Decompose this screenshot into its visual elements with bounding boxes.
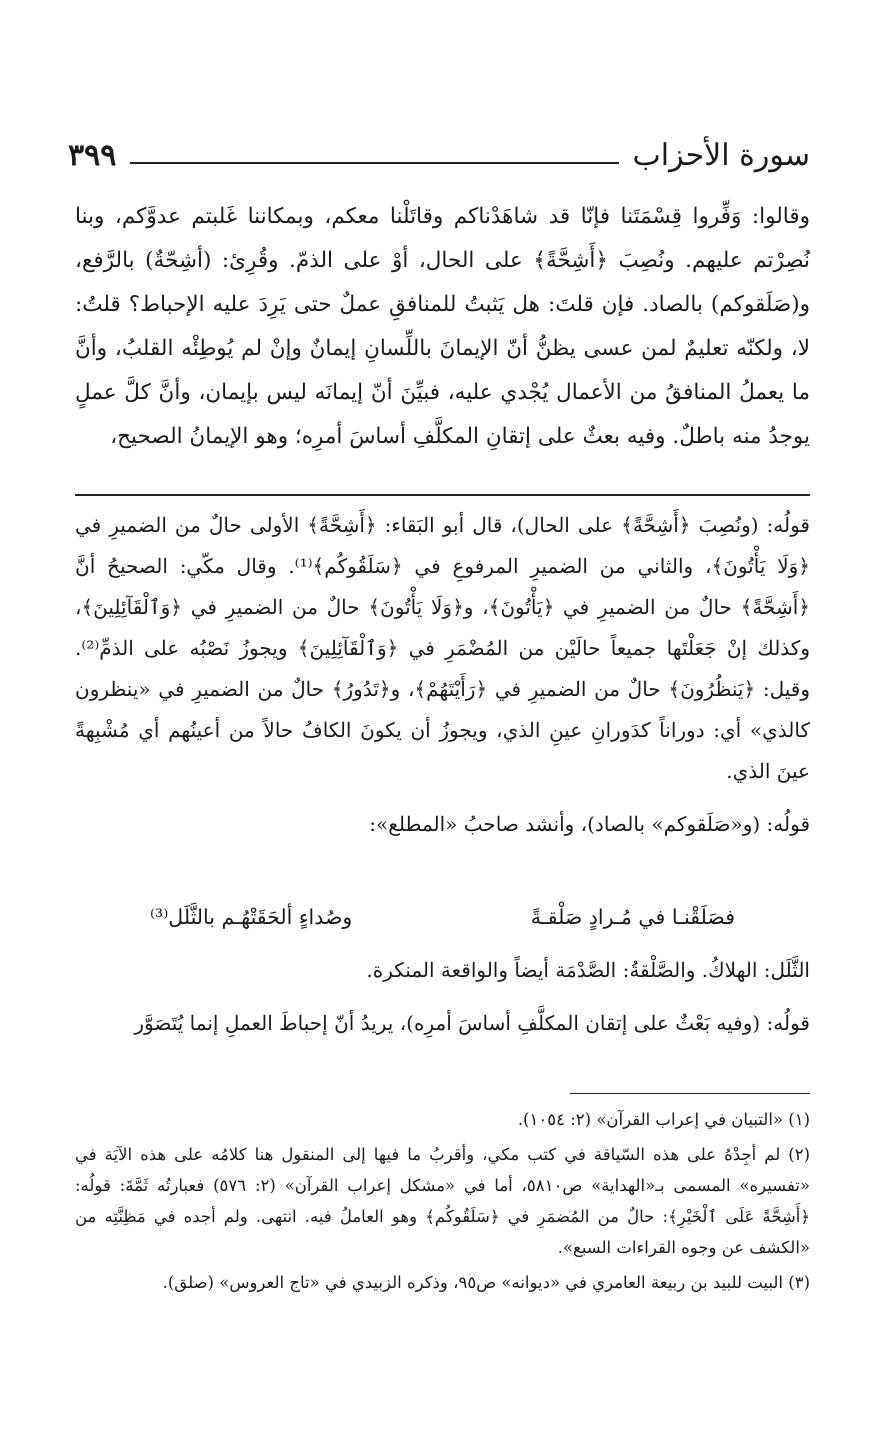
main-text — [75, 195, 810, 459]
commentary-section — [75, 505, 810, 845]
header-rule — [130, 162, 618, 164]
footnote-1: (١) «التبيان في إعراب القرآن» (٢: ١٠٥٤). — [517, 1110, 810, 1129]
footnote-rule — [570, 1093, 810, 1094]
footnote-2: (٢) لم أجِدْهُ على هذه السّياقة في كتب مكي، وأقربُ ما فيها إلى المنقول هنا كلامُه على هذه الآيَة في «تفسيره» المسمى بـ«الهداية» ص٥٨١٠، أما في «مشكل إعراب القرآن» (٢: ٥٧٦) فعبارتُه ثَمَّةَ: قولُه: ﴿أَشِحَّةً عَلَى ٱلْخَيْرِ﴾: حالٌ من المُضمَرِ في ﴿سَلَقُوكُم﴾ وهو العاملُ فيه. انتهى. ولم أجده في مَظِنَّتِه من «الكشف عن وجوه القراءات السبع». — [75, 1145, 810, 1257]
verse-first-hemistich: فصَلَقْنـا في مُـرادٍ صَلْقـةً — [530, 905, 735, 929]
text-commentary-divider — [75, 494, 810, 496]
main-paragraph: وقالوا: وَفِّروا قِسْمَتَنا فإنّا قد شاهَدْناكم وقاتَلْنا معكم، وبمكاننا غَلبتم عدوَّكم، وبنا نُصِرْتم عليهم. ونُصِبَ ﴿أَشِحَّةً﴾ على الحال، أوْ على الذمّ. وقُرِئ: (أشِحّةٌ) بالرَّفع، و(صَلَقوكم) بالصاد. فإن قلتَ: هل يَثبتُ للمنافقِ عملٌ حتى يَرِدَ عليه الإحباط؟ قلتُ: لا، ولكنّه تعليمٌ لمن عسى يظنُّ أنّ الإيمانَ باللِّسانِ إيمانٌ وإنْ لم يُوطِئْه القلبُ، وأنَّ ما يعملُ المنافقُ من الأعمال يُجْدي عليه، فبيِّنَ أنّ إيمانَه ليس بإيمان، وأنَّ كلَّ عملٍ يوجدُ منه باطلٌ. وفيه بعثٌ على إتقانِ المكلَّفِ أساسَ أمرِه؛ وهو الإيمانُ الصحيح، — [75, 204, 810, 449]
commentary-paragraph: قولُه: (و«صَلَقوكم» بالصاد)، وأنشد صاحبُ «المطلع»: — [369, 812, 810, 836]
commentary-paragraph: الثَّلَل: الهلاكُ. والصَّلْقةُ: الصَّدْمَة أيضاً والواقعة المنكرة. — [366, 958, 810, 982]
page-number: ٣٩٩ — [68, 138, 117, 173]
commentary-paragraph: قولُه: (ونُصِبَ ﴿أَشِحَّةً﴾ على الحال)، قال أبو البَقاء: ﴿أَشِحَّةً﴾ الأولى حالٌ من الضميرِ في ﴿وَلَا يَأْتُونَ﴾، والثاني من الضميرِ المرفوعِ في ﴿سَلَقُوكُم﴾⁽¹⁾. وقال مكّي: الصحيحُ أنَّ ﴿أَشِحَّةً﴾ حالٌ من الضميرِ في ﴿يَأْتُونَ﴾، و﴿وَلَا يَأْتُونَ﴾ حالٌ من الضميرِ في ﴿وَٱلْقَآئِلِينَ﴾، وكذلك إنْ جَعَلْتَها جميعاً حالَيْن من المُضْمَرِ في ﴿وَٱلْقَآئِلِينَ﴾ ويجوزُ نَصْبُه على الذمِّ⁽²⁾. وقيل: ﴿يَنظُرُونَ﴾ حالٌ من الضميرِ في ﴿رَأَيْتَهُمْ﴾، و﴿تَدُورُ﴾ حالٌ من الضميرِ في «ينظرون كالذي» أي: دوراناً كدَورانِ عينِ الذي، ويجوزُ أن يكونَ الكافُ حالاً من أعينُهم أي مُشْبِهةً عينَ الذي. — [75, 513, 810, 783]
surah-title: سورة الأحزاب — [632, 138, 810, 173]
footnotes — [75, 1104, 810, 1298]
commentary-section-continued — [75, 950, 810, 1056]
running-header — [68, 128, 810, 174]
poetry-verse — [150, 894, 735, 940]
commentary-paragraph: قولُه: (وفيه بَعْثٌ على إتقان المكلَّفِ أساسَ أمرِه)، يريدُ أنّ إحباطَ العملِ إنما يُتَصَوَّر — [134, 1011, 810, 1035]
verse-second-hemistich: وصُداءٍ ألحَقَتْهُـم بالثَّلَل⁽³⁾ — [150, 905, 353, 929]
footnote-3: (٣) البيت للبيد بن ربيعة العامري في «ديوانه» ص٩٥، وذكره الزبيدي في «تاج العروس» (صلق). — [162, 1273, 810, 1292]
